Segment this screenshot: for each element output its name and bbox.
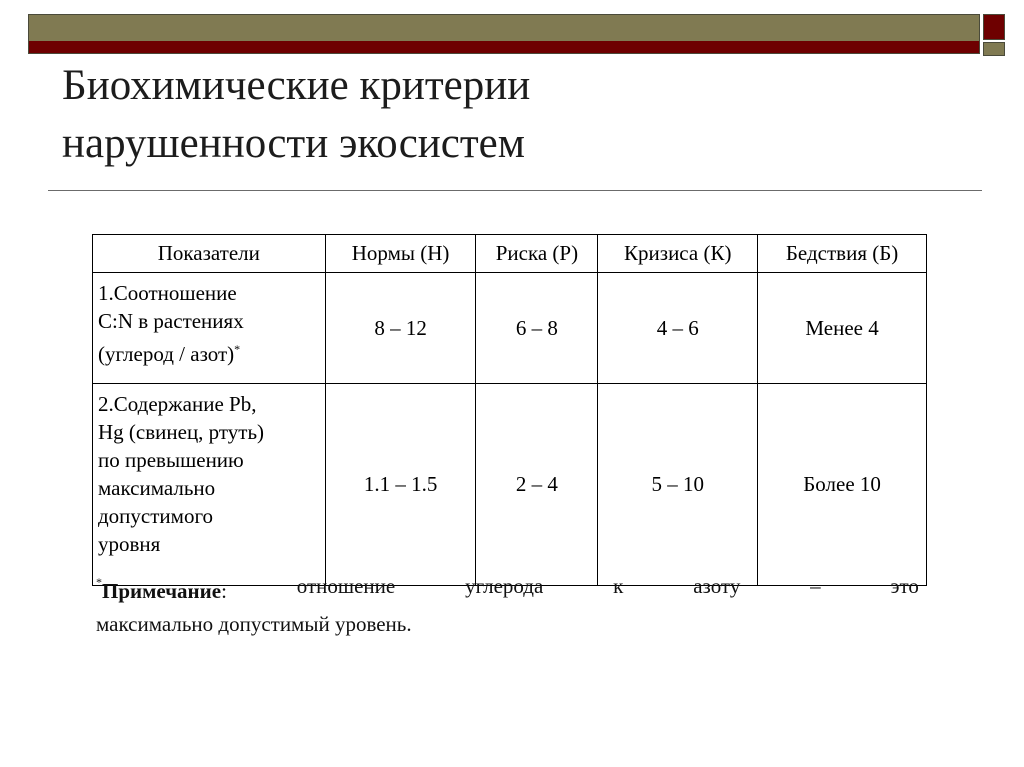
value-disaster: Менее 4 [758,273,927,384]
value-disaster: Более 10 [758,384,927,586]
indicator-line: по превышению [98,448,244,472]
indicator-line: 2.Содержание Pb, [98,392,257,416]
indicator-line: допустимого [98,504,214,528]
top-bar-olive-stripe [29,15,979,41]
footnote-label: Примечание [102,579,222,603]
footnote-line-1 [96,570,919,608]
value-norm: 8 – 12 [325,273,476,384]
slide-title [62,57,962,173]
header-risk: Риска (Р) [476,235,598,273]
header-norm: Нормы (Н) [325,235,476,273]
footnote-label-group: *Примечание: [96,575,227,603]
indicator-line: максимально [98,476,216,500]
footnote-line-2: максимально допустимый уровень. [96,612,412,636]
value-risk: 6 – 8 [476,273,598,384]
header-indicators: Показатели [93,235,326,273]
footnote-word: это [890,574,919,598]
indicator-line: уровня [98,532,161,556]
indicator-line: C:N в растениях [98,309,244,333]
indicator-line: Hg (свинец, ртуть) [98,420,265,444]
footnote-word: отношение [296,574,396,598]
corner-red-square [983,14,1005,40]
footnote-word: азоту [693,574,741,598]
table-row [93,273,927,384]
title-line-2: нарушенности экосистем [62,120,525,167]
indicator-line-text: (углерод / азот) [98,342,235,366]
indicator-cell [93,273,326,384]
indicator-cell [93,384,326,586]
header-disaster: Бедствия (Б) [758,235,927,273]
value-risk: 2 – 4 [476,384,598,586]
indicator-line: 1.Соотношение [98,281,237,305]
value-crisis: 5 – 10 [598,384,758,586]
table-header-row [93,235,927,273]
footnote-mark: * [96,575,102,589]
footnote-mark: * [234,342,241,356]
footnote-word: углерода [465,574,544,598]
footnote-word: к [613,574,624,598]
title-divider [48,190,982,191]
footnote [96,570,919,641]
decorative-top-bar [28,14,980,54]
top-bar-red-stripe [29,41,979,53]
indicator-line [98,335,321,368]
value-norm: 1.1 – 1.5 [325,384,476,586]
value-crisis: 4 – 6 [598,273,758,384]
footnote-word: – [810,574,821,598]
table-row [93,384,927,586]
corner-olive-square [983,42,1005,56]
criteria-table [92,234,927,586]
header-crisis: Кризиса (К) [598,235,758,273]
title-line-1: Биохимические критерии [62,62,531,109]
